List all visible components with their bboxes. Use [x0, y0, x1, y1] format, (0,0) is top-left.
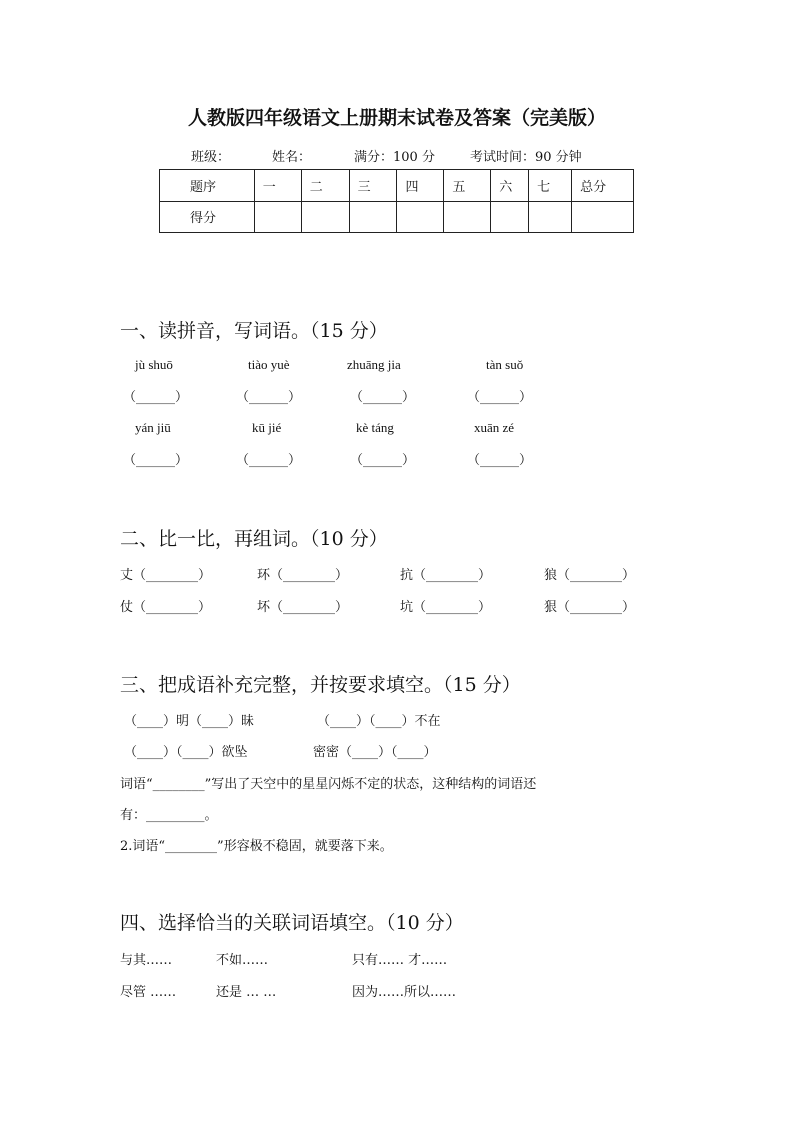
section3-heading: 三、把成语补充完整，并按要求填空。（15 分）: [120, 674, 521, 696]
compare-item[interactable]: 抗（________）: [400, 568, 492, 583]
class-label: 班级：: [191, 150, 231, 165]
conjunction-option: 与其……: [120, 953, 173, 968]
score-table-header-cell: 七: [529, 170, 572, 202]
pinyin: tiào yuè: [248, 357, 290, 372]
full-score: 满分：100 分: [354, 150, 435, 165]
score-table: [159, 169, 634, 233]
score-cell[interactable]: [572, 201, 634, 233]
conjunction-option: 因为……所以……: [352, 985, 457, 1000]
pinyin: xuān zé: [474, 420, 515, 435]
answer-blank[interactable]: （______）: [123, 453, 189, 468]
pinyin: zhuāng jia: [347, 357, 401, 372]
score-table-header-row: [160, 170, 634, 202]
score-cell[interactable]: [254, 201, 301, 233]
score-cell[interactable]: [491, 201, 529, 233]
compare-item[interactable]: 狠（________）: [544, 600, 636, 615]
section2-heading: 二、比一比，再组词。（10 分）: [120, 528, 388, 550]
answer-blank[interactable]: （______）: [467, 390, 533, 405]
answer-blank[interactable]: （______）: [123, 390, 189, 405]
score-table-header-cell: 题序: [160, 170, 255, 202]
compare-item[interactable]: 环（________）: [257, 568, 349, 583]
score-table-header-cell: 三: [349, 170, 397, 202]
score-table-header-cell: 二: [301, 170, 349, 202]
score-cell[interactable]: [349, 201, 397, 233]
name-label: 姓名：: [272, 150, 312, 165]
idiom-blank[interactable]: （____）明（____）昧: [124, 714, 255, 729]
question-text: 2.词语“________”形容极不稳固，就要落下来。: [120, 839, 393, 854]
conjunction-option: 还是 … …: [216, 985, 277, 1000]
compare-item[interactable]: 仗（________）: [120, 600, 212, 615]
idiom-blank[interactable]: （____）（____）欲坠: [124, 745, 248, 760]
answer-blank[interactable]: （______）: [236, 390, 302, 405]
pinyin: jù shuō: [135, 357, 173, 372]
page-title: 人教版四年级语文上册期末试卷及答案（完美版）: [187, 107, 606, 129]
question-text: 词语“________”写出了天空中的星星闪烁不定的状态，这种结构的词语还: [120, 777, 537, 792]
score-table-score-row: [160, 201, 634, 233]
score-row-label: 得分: [160, 201, 255, 233]
score-table-header-cell: 五: [444, 170, 491, 202]
answer-blank[interactable]: （______）: [236, 453, 302, 468]
compare-item[interactable]: 坑（________）: [400, 600, 492, 615]
score-table-header-cell: 六: [491, 170, 529, 202]
idiom-blank[interactable]: （____）（____）不在: [317, 714, 441, 729]
score-cell[interactable]: [397, 201, 444, 233]
pinyin: kè táng: [356, 420, 394, 435]
compare-item[interactable]: 狼（________）: [544, 568, 636, 583]
compare-item[interactable]: 丈（________）: [120, 568, 212, 583]
conjunction-option: 不如……: [216, 953, 269, 968]
answer-blank[interactable]: （______）: [350, 390, 416, 405]
compare-item[interactable]: 坏（________）: [257, 600, 349, 615]
answer-blank[interactable]: （______）: [350, 453, 416, 468]
conjunction-option: 只有…… 才……: [352, 953, 448, 968]
score-table-header-cell: 一: [254, 170, 301, 202]
pinyin: tàn suǒ: [486, 357, 524, 372]
score-table-header-cell: 总分: [572, 170, 634, 202]
score-cell[interactable]: [444, 201, 491, 233]
section4-heading: 四、选择恰当的关联词语填空。（10 分）: [120, 912, 464, 934]
pinyin: kū jié: [252, 420, 282, 435]
score-table-header-cell: 四: [397, 170, 444, 202]
question-text: 有：_________。: [120, 808, 218, 823]
score-cell[interactable]: [301, 201, 349, 233]
pinyin: yán jiū: [135, 420, 171, 435]
answer-blank[interactable]: （______）: [467, 453, 533, 468]
score-cell[interactable]: [529, 201, 572, 233]
idiom-blank[interactable]: 密密（____）（____）: [313, 745, 437, 760]
section1-heading: 一、读拼音，写词语。（15 分）: [120, 320, 388, 342]
exam-time: 考试时间：90 分钟: [470, 150, 582, 165]
conjunction-option: 尽管 ……: [120, 985, 177, 1000]
